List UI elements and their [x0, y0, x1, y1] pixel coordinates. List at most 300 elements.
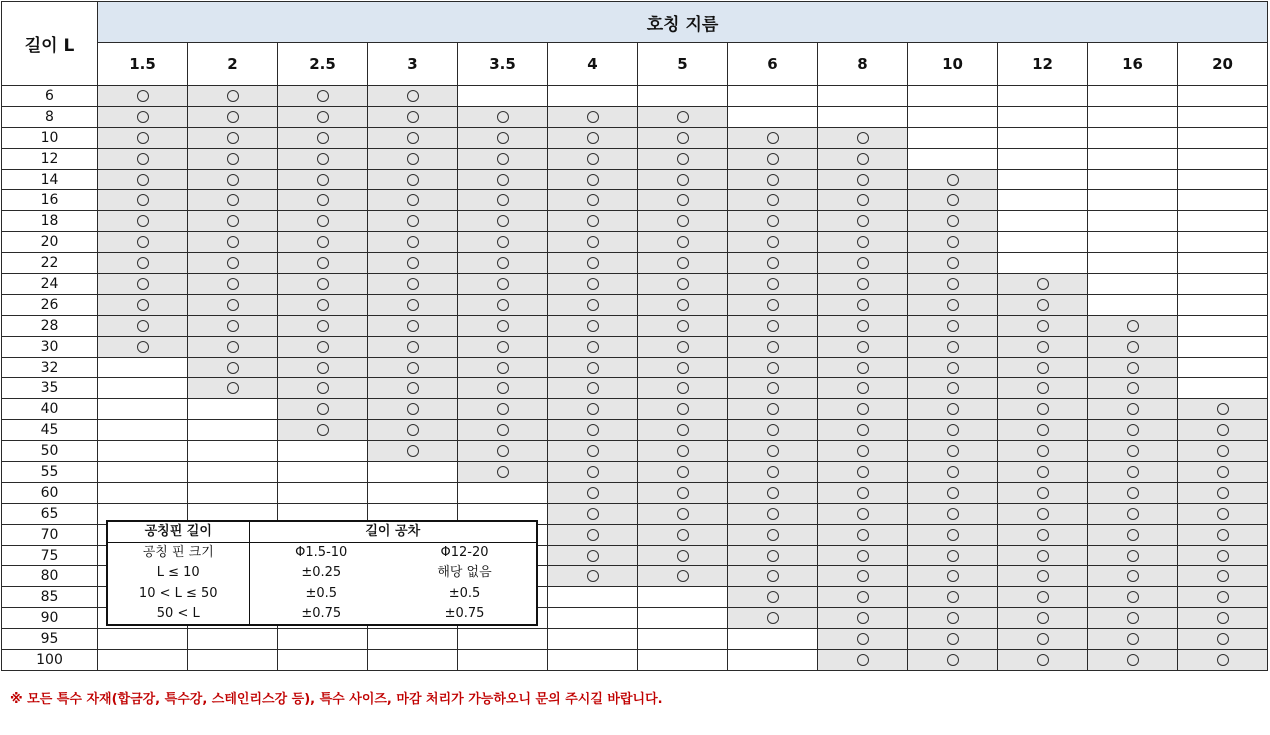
circle-icon [587, 299, 599, 311]
availability-cell [458, 336, 548, 357]
availability-cell [818, 462, 908, 483]
availability-cell [728, 420, 818, 441]
availability-cell [1088, 315, 1178, 336]
availability-cell [1088, 566, 1178, 587]
availability-cell [728, 190, 818, 211]
circle-icon [1037, 466, 1049, 478]
circle-icon [677, 466, 689, 478]
availability-cell [638, 587, 728, 608]
availability-cell [1088, 482, 1178, 503]
circle-icon [767, 382, 779, 394]
circle-icon [857, 174, 869, 186]
availability-cell [188, 148, 278, 169]
availability-cell [458, 86, 548, 107]
circle-icon [857, 257, 869, 269]
availability-cell [728, 503, 818, 524]
length-value: 10 [2, 127, 98, 148]
circle-icon [1217, 550, 1229, 562]
availability-cell [1178, 441, 1268, 462]
circle-icon [407, 299, 419, 311]
circle-icon [497, 466, 509, 478]
availability-cell [818, 545, 908, 566]
availability-cell [1088, 274, 1178, 295]
availability-cell [368, 378, 458, 399]
availability-cell [818, 274, 908, 295]
availability-cell [368, 441, 458, 462]
circle-icon [767, 236, 779, 248]
availability-cell [548, 482, 638, 503]
availability-cell [908, 462, 998, 483]
circle-icon [227, 194, 239, 206]
circle-icon [137, 215, 149, 227]
availability-cell [638, 482, 728, 503]
length-range: 10 < L ≤ 50 [107, 584, 249, 604]
availability-cell [278, 86, 368, 107]
tolerance-row [107, 563, 537, 583]
circle-icon [767, 215, 779, 227]
availability-cell [188, 169, 278, 190]
availability-cell [188, 106, 278, 127]
availability-cell [278, 420, 368, 441]
availability-cell [368, 148, 458, 169]
circle-icon [1127, 550, 1139, 562]
availability-cell [548, 378, 638, 399]
availability-cell [548, 503, 638, 524]
length-tolerance-table [106, 520, 538, 626]
length-value: 22 [2, 253, 98, 274]
circle-icon [857, 529, 869, 541]
circle-icon [857, 424, 869, 436]
circle-icon [677, 194, 689, 206]
circle-icon [137, 153, 149, 165]
availability-cell [908, 86, 998, 107]
availability-cell [458, 169, 548, 190]
circle-icon [497, 299, 509, 311]
table-row [2, 294, 1268, 315]
circle-icon [857, 278, 869, 290]
availability-cell [188, 86, 278, 107]
availability-cell [638, 336, 728, 357]
tolerance-row [107, 604, 537, 625]
availability-cell [998, 629, 1088, 650]
circle-icon [497, 278, 509, 290]
diameter-header: 10 [908, 43, 998, 86]
availability-cell [818, 294, 908, 315]
availability-cell [458, 420, 548, 441]
availability-cell [728, 399, 818, 420]
availability-cell [908, 211, 998, 232]
availability-cell [1088, 253, 1178, 274]
circle-icon [857, 194, 869, 206]
availability-cell [1088, 545, 1178, 566]
availability-cell [548, 127, 638, 148]
table-row [2, 127, 1268, 148]
availability-cell [1088, 503, 1178, 524]
circle-icon [1037, 341, 1049, 353]
availability-cell [98, 441, 188, 462]
circle-icon [317, 153, 329, 165]
availability-cell [728, 211, 818, 232]
availability-cell [278, 274, 368, 295]
diameter-range-large: Φ12-20 [440, 545, 489, 561]
availability-cell [1088, 86, 1178, 107]
availability-cell [728, 462, 818, 483]
availability-cell [548, 462, 638, 483]
circle-icon [857, 403, 869, 415]
availability-cell [188, 420, 278, 441]
circle-icon [857, 362, 869, 374]
availability-cell [728, 315, 818, 336]
circle-icon [677, 153, 689, 165]
length-value: 45 [2, 420, 98, 441]
availability-cell [818, 378, 908, 399]
availability-cell [548, 587, 638, 608]
circle-icon [317, 257, 329, 269]
availability-cell [458, 399, 548, 420]
availability-cell [368, 211, 458, 232]
circle-icon [947, 215, 959, 227]
diameter-range-small: Φ1.5-10 [295, 545, 348, 561]
availability-cell [818, 211, 908, 232]
availability-cell [638, 148, 728, 169]
length-value: 95 [2, 629, 98, 650]
circle-icon [947, 487, 959, 499]
circle-icon [857, 487, 869, 499]
availability-cell [458, 482, 548, 503]
circle-icon [677, 445, 689, 457]
availability-cell [1088, 211, 1178, 232]
availability-cell [1178, 148, 1268, 169]
tolerance-value: ±0.5 [305, 585, 338, 601]
circle-icon [947, 570, 959, 582]
length-value: 70 [2, 524, 98, 545]
availability-cell [1178, 503, 1268, 524]
diameter-group-header: 호칭 지름 [98, 2, 1268, 43]
circle-icon [677, 215, 689, 227]
circle-icon [227, 382, 239, 394]
availability-cell [908, 294, 998, 315]
table-row [2, 86, 1268, 107]
availability-cell [1178, 524, 1268, 545]
availability-cell [818, 399, 908, 420]
diameter-header-row [2, 43, 1268, 86]
nominal-length-header: 공칭핀 길이 [107, 521, 249, 543]
circle-icon [227, 132, 239, 144]
availability-cell [368, 232, 458, 253]
circle-icon [857, 591, 869, 603]
circle-icon [767, 278, 779, 290]
availability-cell [998, 524, 1088, 545]
availability-cell [368, 629, 458, 650]
circle-icon [1037, 633, 1049, 645]
availability-cell [908, 148, 998, 169]
circle-icon [767, 320, 779, 332]
circle-icon [677, 529, 689, 541]
length-value: 32 [2, 357, 98, 378]
table-row [2, 420, 1268, 441]
availability-cell [98, 274, 188, 295]
circle-icon [497, 215, 509, 227]
availability-cell [728, 274, 818, 295]
availability-cell [728, 294, 818, 315]
availability-cell [638, 378, 728, 399]
table-row [2, 357, 1268, 378]
circle-icon [497, 132, 509, 144]
circle-icon [947, 466, 959, 478]
circle-icon [767, 153, 779, 165]
circle-icon [677, 257, 689, 269]
availability-cell [1088, 399, 1178, 420]
availability-cell [1178, 232, 1268, 253]
circle-icon [857, 466, 869, 478]
availability-cell [548, 106, 638, 127]
availability-cell [1088, 169, 1178, 190]
availability-cell [1178, 545, 1268, 566]
circle-icon [947, 612, 959, 624]
circle-icon [497, 153, 509, 165]
availability-cell [1088, 357, 1178, 378]
circle-icon [767, 570, 779, 582]
footnote: ※ 모든 특수 자재(합금강, 특수강, 스테인리스강 등), 특수 사이즈, 마감 처리가 가능하오니 문의 주시길 바랍니다. [10, 692, 663, 707]
availability-cell [908, 274, 998, 295]
availability-cell [278, 441, 368, 462]
availability-cell [188, 378, 278, 399]
availability-cell [1178, 294, 1268, 315]
availability-cell [98, 127, 188, 148]
availability-cell [1088, 294, 1178, 315]
circle-icon [1037, 403, 1049, 415]
circle-icon [227, 362, 239, 374]
availability-cell [998, 482, 1088, 503]
circle-icon [317, 194, 329, 206]
circle-icon [947, 257, 959, 269]
availability-cell [188, 462, 278, 483]
availability-cell [908, 524, 998, 545]
availability-cell [908, 336, 998, 357]
circle-icon [137, 111, 149, 123]
circle-icon [497, 257, 509, 269]
diameter-header: 16 [1088, 43, 1178, 86]
availability-cell [908, 232, 998, 253]
availability-cell [278, 253, 368, 274]
circle-icon [1127, 591, 1139, 603]
table-row [2, 629, 1268, 650]
availability-cell [368, 336, 458, 357]
availability-cell [638, 169, 728, 190]
availability-cell [638, 315, 728, 336]
length-value: 65 [2, 503, 98, 524]
availability-cell [1178, 106, 1268, 127]
availability-cell [188, 127, 278, 148]
circle-icon [677, 403, 689, 415]
circle-icon [947, 236, 959, 248]
circle-icon [767, 424, 779, 436]
availability-cell [1178, 608, 1268, 629]
availability-cell [908, 190, 998, 211]
circle-icon [1037, 591, 1049, 603]
circle-icon [587, 257, 599, 269]
availability-cell [458, 378, 548, 399]
availability-cell [638, 503, 728, 524]
availability-cell [548, 148, 638, 169]
circle-icon [407, 194, 419, 206]
availability-cell [638, 441, 728, 462]
circle-icon [1037, 320, 1049, 332]
circle-icon [137, 257, 149, 269]
tolerance-value: ±0.25 [301, 565, 342, 581]
circle-icon [767, 174, 779, 186]
availability-cell [818, 587, 908, 608]
circle-icon [947, 320, 959, 332]
circle-icon [407, 111, 419, 123]
availability-cell [368, 294, 458, 315]
availability-cell [368, 274, 458, 295]
availability-cell [458, 106, 548, 127]
availability-cell [908, 420, 998, 441]
circle-icon [857, 236, 869, 248]
diameter-header: 2 [188, 43, 278, 86]
circle-icon [587, 174, 599, 186]
availability-cell [458, 127, 548, 148]
table-row [2, 190, 1268, 211]
availability-cell [818, 86, 908, 107]
circle-icon [1037, 654, 1049, 666]
circle-icon [587, 403, 599, 415]
circle-icon [767, 508, 779, 520]
circle-icon [407, 278, 419, 290]
table-row [2, 169, 1268, 190]
availability-cell [278, 629, 368, 650]
availability-cell [278, 190, 368, 211]
availability-cell [638, 420, 728, 441]
circle-icon [1217, 487, 1229, 499]
availability-cell [548, 232, 638, 253]
availability-cell [458, 294, 548, 315]
availability-cell [998, 336, 1088, 357]
availability-cell [188, 629, 278, 650]
circle-icon [317, 362, 329, 374]
circle-icon [1217, 508, 1229, 520]
availability-cell [728, 106, 818, 127]
circle-icon [407, 382, 419, 394]
availability-cell [818, 127, 908, 148]
availability-cell [1178, 211, 1268, 232]
circle-icon [497, 362, 509, 374]
circle-icon [407, 445, 419, 457]
circle-icon [1037, 550, 1049, 562]
circle-icon [587, 236, 599, 248]
circle-icon [1217, 529, 1229, 541]
availability-cell [188, 399, 278, 420]
availability-cell [818, 420, 908, 441]
circle-icon [1127, 529, 1139, 541]
circle-icon [947, 633, 959, 645]
availability-cell [188, 294, 278, 315]
availability-cell [548, 274, 638, 295]
availability-cell [1088, 462, 1178, 483]
availability-cell [548, 336, 638, 357]
availability-cell [1178, 253, 1268, 274]
circle-icon [857, 508, 869, 520]
circle-icon [497, 111, 509, 123]
availability-cell [1178, 315, 1268, 336]
circle-icon [1217, 654, 1229, 666]
availability-cell [1088, 232, 1178, 253]
circle-icon [947, 424, 959, 436]
circle-icon [1217, 591, 1229, 603]
circle-icon [407, 215, 419, 227]
availability-cell [188, 315, 278, 336]
circle-icon [947, 508, 959, 520]
circle-icon [587, 320, 599, 332]
availability-cell [278, 336, 368, 357]
availability-cell [818, 357, 908, 378]
availability-cell [368, 190, 458, 211]
availability-cell [368, 106, 458, 127]
availability-cell [458, 462, 548, 483]
availability-cell [818, 503, 908, 524]
availability-cell [998, 357, 1088, 378]
availability-cell [818, 253, 908, 274]
availability-cell [98, 378, 188, 399]
circle-icon [227, 278, 239, 290]
availability-cell [728, 127, 818, 148]
circle-icon [137, 194, 149, 206]
circle-icon [677, 424, 689, 436]
circle-icon [1127, 612, 1139, 624]
availability-cell [638, 399, 728, 420]
diameter-header: 4 [548, 43, 638, 86]
availability-cell [638, 274, 728, 295]
circle-icon [317, 424, 329, 436]
availability-cell [998, 378, 1088, 399]
table-row [2, 650, 1268, 671]
availability-cell [1088, 650, 1178, 671]
circle-icon [497, 236, 509, 248]
availability-cell [1178, 190, 1268, 211]
availability-cell [908, 127, 998, 148]
circle-icon [947, 382, 959, 394]
availability-cell [98, 211, 188, 232]
circle-icon [947, 278, 959, 290]
availability-cell [548, 86, 638, 107]
circle-icon [587, 194, 599, 206]
availability-cell [638, 566, 728, 587]
availability-cell [638, 629, 728, 650]
tolerance-value: ±0.75 [444, 605, 485, 621]
availability-cell [188, 253, 278, 274]
diameter-header: 12 [998, 43, 1088, 86]
availability-cell [998, 127, 1088, 148]
circle-icon [1127, 362, 1139, 374]
circle-icon [767, 550, 779, 562]
availability-cell [458, 650, 548, 671]
circle-icon [137, 174, 149, 186]
circle-icon [767, 132, 779, 144]
circle-icon [947, 341, 959, 353]
circle-icon [227, 257, 239, 269]
availability-cell [278, 106, 368, 127]
circle-icon [767, 466, 779, 478]
circle-icon [677, 111, 689, 123]
table-row [2, 211, 1268, 232]
availability-cell [998, 315, 1088, 336]
availability-cell [188, 274, 278, 295]
availability-cell [638, 650, 728, 671]
circle-icon [767, 487, 779, 499]
circle-icon [587, 341, 599, 353]
availability-cell [368, 462, 458, 483]
